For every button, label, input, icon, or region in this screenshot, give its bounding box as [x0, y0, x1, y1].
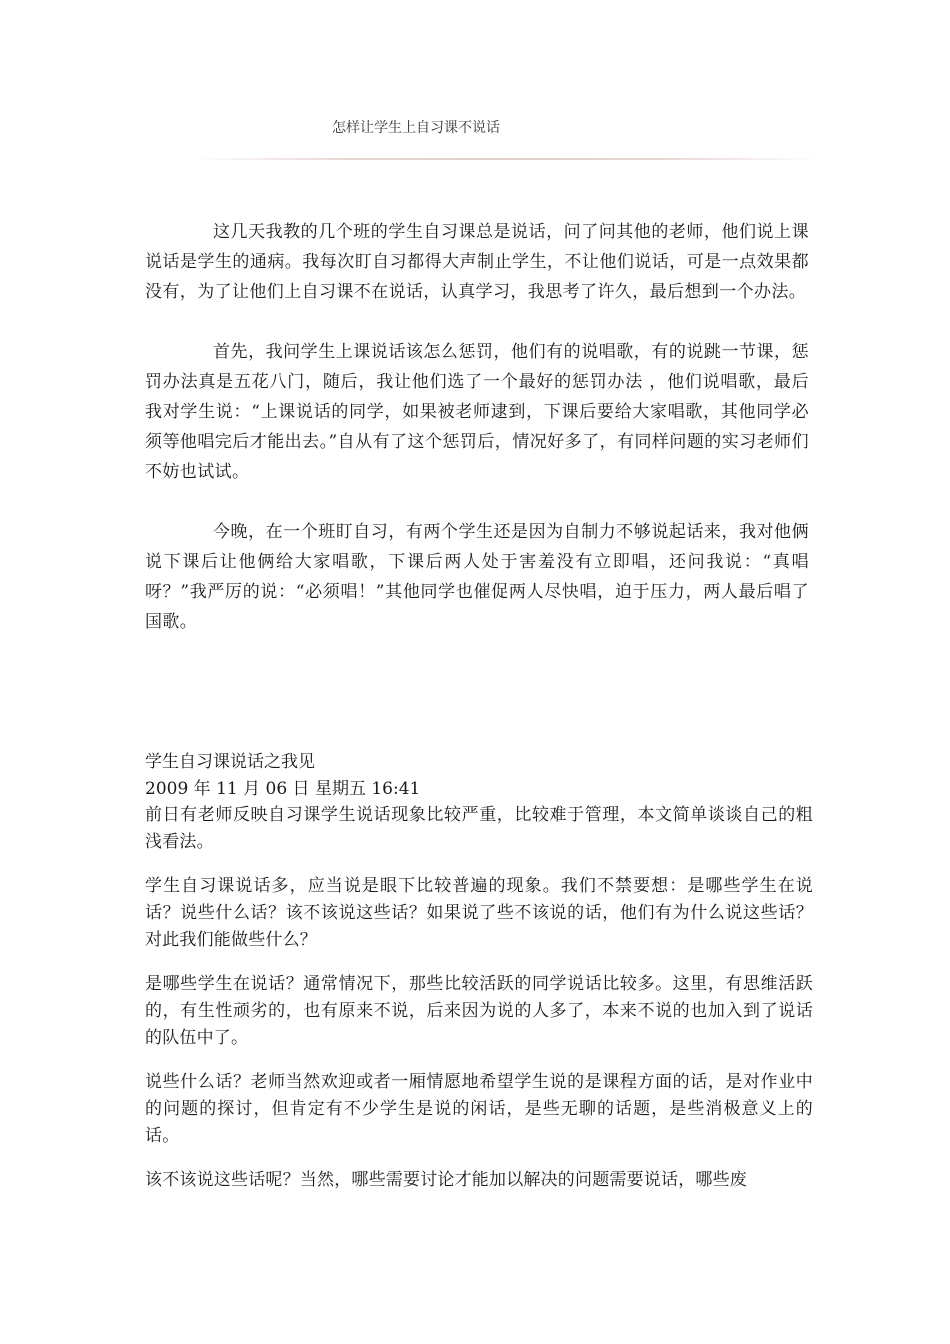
article-2-paragraph: 是哪些学生在说话？通常情况下，那些比较活跃的同学说话比较多。这里，有思维活跃的，有生性顽劣的，也有原来不说，后来因为说的人多了，本来不说的也加入到了说话的队伍中了。 [145, 974, 813, 1048]
article-1-paragraph: 这几天我教的几个班的学生自习课总是说话，问了问其他的老师，他们说上课说话是学生的通病。我每次盯自习都得大声制止学生，不让他们说话，可是一点效果都没有，为了让他们上自习课不在说话，认真学习，我思考了许久，最后想到一个办法。 [145, 222, 809, 302]
article-1-paragraph: 今晚，在一个班盯自习，有两个学生还是因为自制力不够说起话来，我对他俩说下课后让他俩给大家唱歌，下课后两人处于害羞没有立即唱，还问我说：“真唱呀？”我严厉的说：“必须唱！”其他同学也催促两人尽快唱，迫于压力，两人最后唱了国歌。 [145, 522, 809, 632]
article-2-date: 2009 年 11 月 06 日 星期五 16:41 [145, 779, 421, 799]
article-2-paragraph: 学生自习课说话多，应当说是眼下比较普遍的现象。我们不禁要想：是哪些学生在说话？说些什么话？该不该说这些话？如果说了些不该说的话，他们有为什么说这些话？对此我们能做些什么？ [145, 876, 813, 950]
header-divider [190, 158, 820, 160]
article-2-paragraph: 前日有老师反映自习课学生说话现象比较严重，比较难于管理，本文简单谈谈自己的粗浅看法。 [145, 805, 813, 852]
article-1-body [145, 217, 809, 667]
article-2-paragraph: 说些什么话？老师当然欢迎或者一厢情愿地希望学生说的是课程方面的话，是对作业中的问题的探讨，但肯定有不少学生是说的闲话，是些无聊的话题，是些消极意义上的话。 [145, 1072, 813, 1146]
article-2-title: 学生自习课说话之我见 [145, 752, 315, 772]
article-2-body [145, 748, 813, 1211]
article-1-paragraph: 首先，我问学生上课说话该怎么惩罚，他们有的说唱歌，有的说跳一节课，惩罚办法真是五花八门，随后，我让他们选了一个最好的惩罚办法 ，他们说唱歌，最后我对学生说：“上课说话的同学，如果被老师逮到，下课后要给大家唱歌，其他同学必须等他唱完后才能出去。”自从有了这个惩罚后，情况好多了，有同样问题的实习老师们不妨也试试。 [145, 342, 809, 482]
article-2-paragraph: 该不该说这些话呢？当然，哪些需要讨论才能加以解决的问题需要说话，哪些废 [145, 1170, 747, 1190]
page-title: 怎样让学生上自习课不说话 [332, 120, 500, 136]
